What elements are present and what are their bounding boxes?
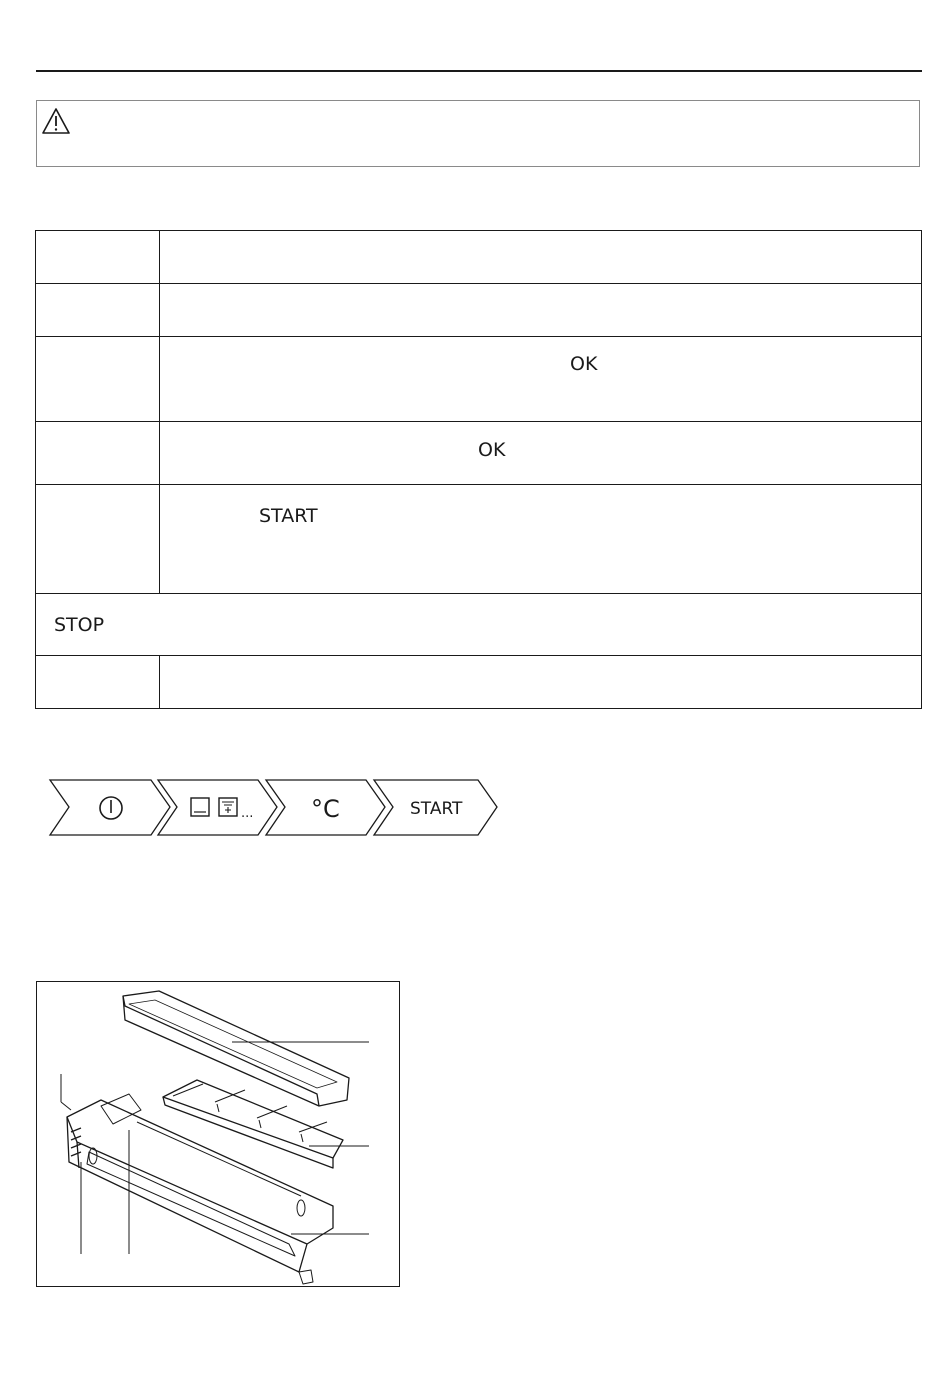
table-row [36,485,922,594]
step-cell [36,656,160,709]
flow-step-start [374,780,497,835]
ok-key-label: OK [478,439,506,461]
flow-step-function [158,780,277,835]
accessory-illustration [36,981,400,1287]
action-cell [160,231,922,284]
stop-cell [36,594,922,656]
stop-key-label: STOP [54,614,105,636]
start-label: START [410,799,463,819]
more-functions-ellipsis: ... [241,806,254,821]
quick-start-flow [48,778,500,842]
action-cell [160,284,922,337]
start-key-label: START [259,505,318,527]
step-cell [36,485,160,594]
table-row [36,594,922,656]
action-cell [160,337,922,422]
table-row [36,231,922,284]
flow-step-temperature [266,780,385,835]
ok-key-label: OK [570,353,598,375]
warning-box [36,100,920,167]
action-cell [160,422,922,485]
table-row [36,284,922,337]
flow-step-power [50,780,170,835]
action-cell [160,656,922,709]
temperature-label: °C [311,795,340,823]
step-cell [36,231,160,284]
warning-triangle-icon [41,107,71,135]
table-row [36,656,922,709]
table-row [36,337,922,422]
table-row [36,422,922,485]
step-cell [36,284,160,337]
step-cell [36,337,160,422]
action-cell [160,485,922,594]
top-rule [36,70,922,72]
step-cell [36,422,160,485]
steps-table [35,230,922,709]
